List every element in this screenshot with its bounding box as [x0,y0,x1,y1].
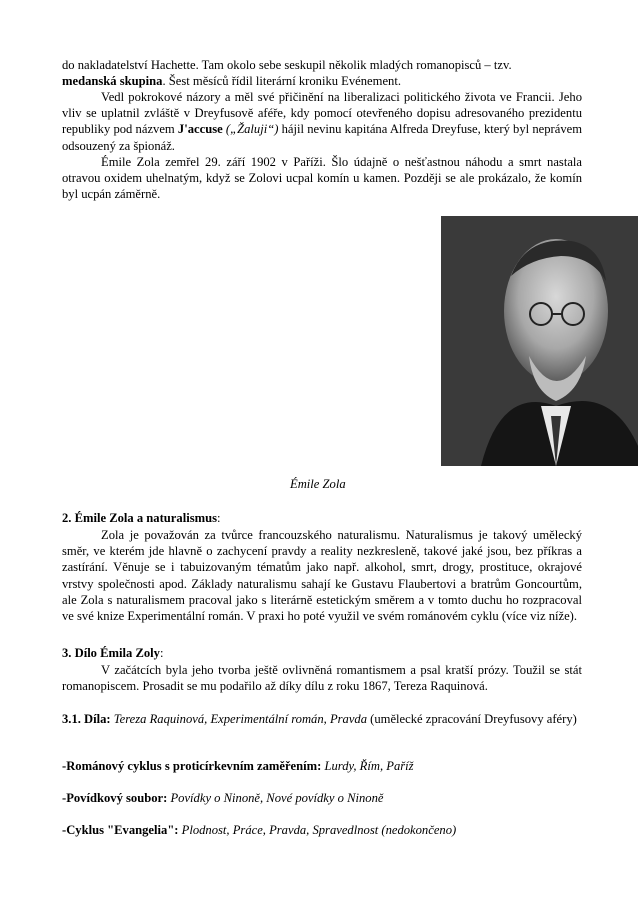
section-3-colon: : [159,646,164,660]
dreyfus-text-b: hájil nevinu kapitána Alfreda Dreyfuse, který byl neprávem odsouzený za špionáž. [62,122,583,153]
section-3-title: 3. Dílo Émila Zoly [62,646,160,660]
gospels-paragraph [62,822,582,838]
jaccuse-translation: („Žaluji“) [222,122,279,137]
zola-portrait-photo [441,216,638,466]
stories-paragraph [62,790,582,806]
death-paragraph: Émile Zola zemřel 29. září 1902 v Paříži. Šlo údajně o nešťastnou náhodu a smrt nastala otravou oxidem uhelnatým, když se Zolovi ucpal komín u kamen. Později se ale prokázalo, že komín byl ucpán záměrně. [62,155,582,202]
stories-titles: Povídky o Ninoně, Nové povídky o Ninoně [167,791,384,805]
cycle-paragraph [62,758,582,774]
section-2-title: 2. Émile Zola a naturalismus [62,511,217,525]
section-3-body: V začátcích byla jeho tvorba ještě ovlivněná romantismem a psal kratší prózy. Toužil se stát romanopiscem. Prosadit se mu podařilo až díky dílu z roku 1867, Tereza Raquinová. [62,663,582,694]
stories-label: -Povídkový soubor: [62,791,168,805]
gospels-label: -Cyklus "Evangelia": [62,823,179,837]
section-2-heading [62,510,582,526]
jaccuse-title: J'accuse [177,122,223,137]
photo-caption: Émile Zola [290,477,346,491]
cycle-titles: Lurdy, Řím, Paříž [321,759,414,773]
works-titles: Tereza Raquinová, Experimentální román, Pravda [110,712,368,726]
gospels-titles: Plodnost, Práce, Pravda, Spravedlnost (nedokončeno) [178,823,457,837]
section-2-body: Zola je považován za tvůrce francouzského naturalismu. Naturalismus je takový umělecký směr, ve kterém jde hlavně o zachycení pravdy a reality nezkresleně, takové jaké jsou, bez příkras a zastírání. Věnuje se i tabuizovaným tématům jako např. alkohol, smrt, drogy, prostituce, okrajové vrstvy společnosti apod. Základy naturalismu sahají ke Gustavu Flaubertovi a bratrům Goncourtům, ale Zola s naturalismem pracoval jako s literárně estetickým směrem a v tomto duchu ho rozpracoval ve své knize Experimentální román. V praxi ho poté využil ve svém románovém cyklu (více viz níže). [62,528,582,624]
section-3-heading [62,645,582,661]
intro-line-1: do nakladatelství Hachette. Tam okolo sebe seskupil několik mladých romanopisců – tzv. [62,58,512,72]
works-note: (umělecké zpracování Dreyfusovy aféry) [367,712,577,726]
dreyfus-paragraph [62,89,582,154]
cycle-label: -Románový cyklus s proticírkevním zaměřením: [62,759,322,773]
works-label: 3.1. Díla: [62,712,111,726]
works-paragraph [62,711,582,727]
intro-line-2: . Šest měsíců řídil literární kroniku Evénement. [162,74,401,89]
section-2-colon: : [217,511,221,525]
intro-paragraph [62,57,582,89]
dreyfus-text-a: Vedl pokrokové názory a měl své přičinění na liberalizaci politického života ve Francii. Jeho vliv se uplatnil zvláště v Dreyfusově aféře, kdy pomocí otevřeného dopisu adresovaného prezidentu republiky pod názvem [62,90,582,137]
medan-group-term: medanská skupina [62,74,163,89]
